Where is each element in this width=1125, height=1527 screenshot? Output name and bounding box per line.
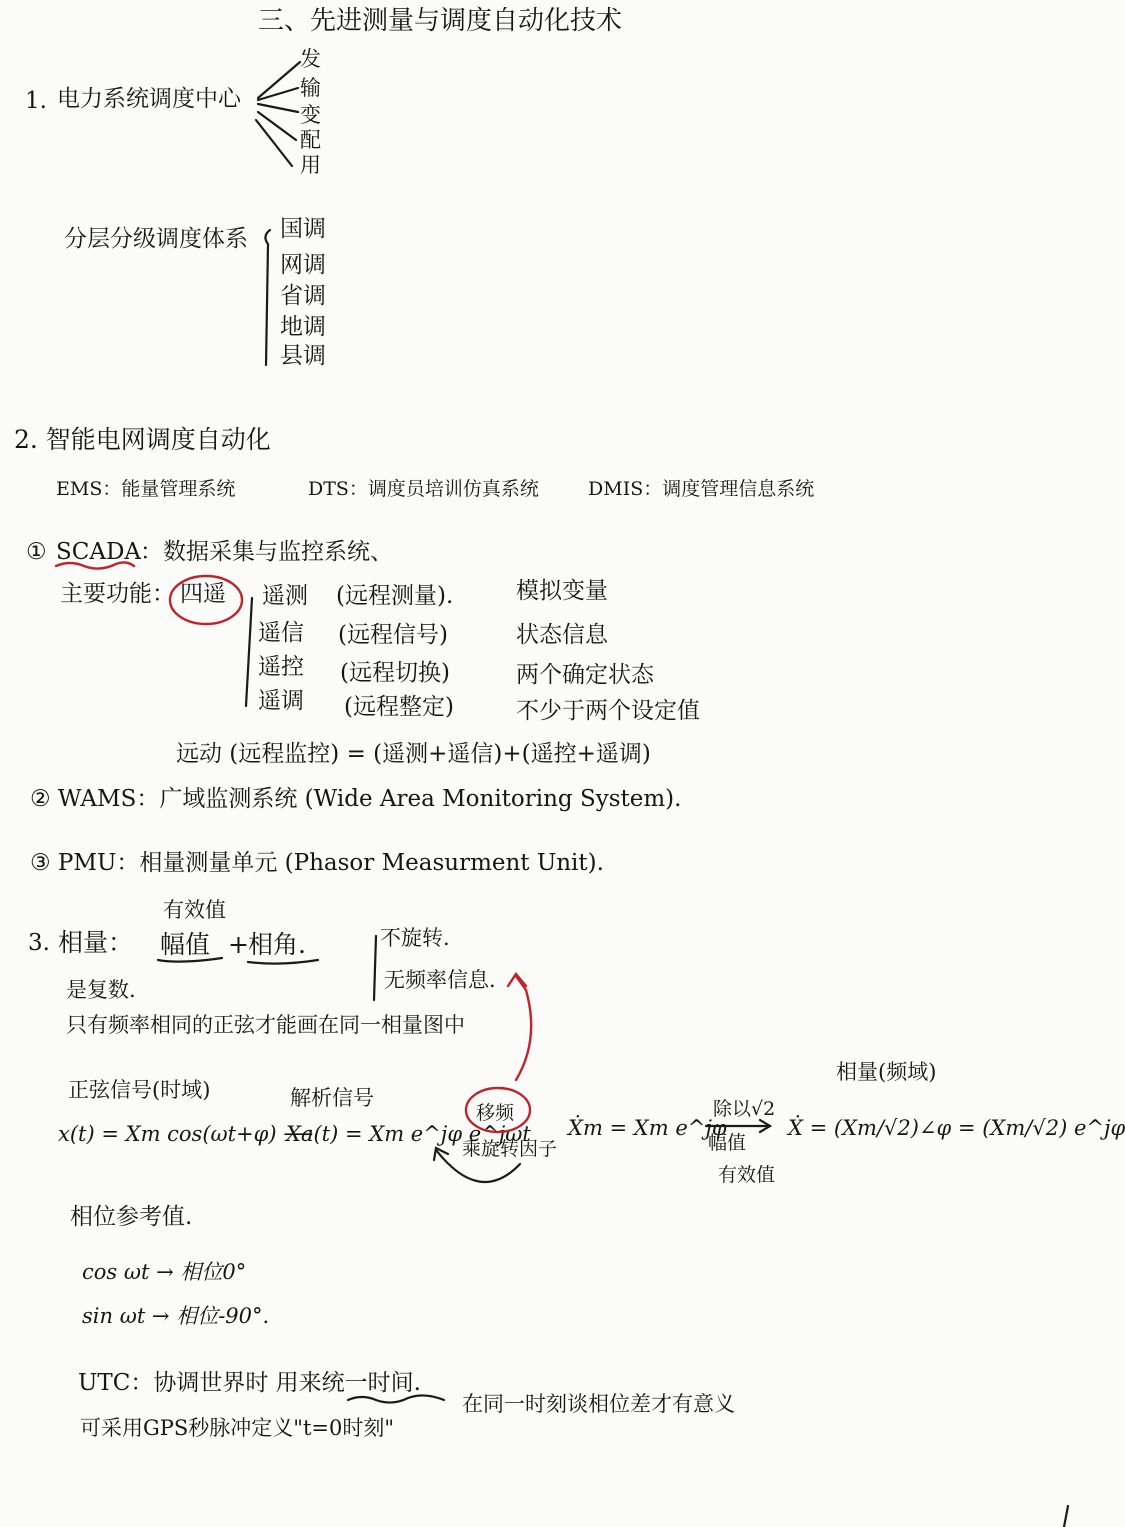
yao-telesignal-paren: (远程信号)	[338, 622, 448, 648]
hier-wangdiao: 网调	[280, 252, 326, 278]
analytic-signal-equation: Xa(t) = Xm e^jφ e^jωt	[286, 1122, 531, 1146]
yao-telesignal-desc: 状态信息	[516, 622, 608, 648]
yao-teleadjust-desc: 不少于两个设定值	[516, 698, 700, 724]
hier-guodiao: 国调	[280, 216, 326, 242]
section-3-number: 3.	[28, 930, 50, 956]
wams-text: ② WAMS：广域监测系统 (Wide Area Monitoring System).	[30, 786, 682, 812]
branch-bian: 变	[300, 103, 321, 127]
yao-teleadjust-name: 遥调	[258, 688, 304, 714]
amplitude-label-2: 幅值	[708, 1132, 747, 1154]
section-1-number: 1.	[25, 88, 47, 114]
dts-text: DTS：调度员培训仿真系统	[308, 478, 539, 500]
yao-telemetry-paren: (远程测量).	[336, 583, 454, 609]
amplitude-term: 幅值	[160, 930, 211, 959]
utc-phase-note: 在同一时刻谈相位差才有意义	[462, 1392, 735, 1416]
yuandong-formula: 远动 (远程监控) = (遥测+遥信)+(遥控+遥调)	[176, 741, 651, 767]
scada-description: ：数据采集与监控系统、	[140, 539, 393, 565]
hier-xiandiao: 县调	[280, 343, 326, 369]
phase-reference-label: 相位参考值.	[70, 1204, 193, 1230]
utc-text: UTC：协调世界时 用来统一时间.	[78, 1370, 421, 1396]
dispatch-center-label: 电力系统调度中心	[57, 86, 241, 112]
is-complex-note: 是复数.	[66, 978, 136, 1002]
phasor-label: 相量：	[58, 928, 134, 957]
sin-reference: sin ωt → 相位-90°.	[82, 1304, 270, 1328]
non-rotating-note: 不旋转.	[380, 926, 450, 950]
cos-reference: cos ωt → 相位0°	[82, 1260, 247, 1284]
yao-telecontrol-desc: 两个确定状态	[516, 662, 654, 688]
scada-acronym: SCADA	[56, 539, 142, 565]
peak-phasor-equation: Ẋm = Xm e^jφ	[568, 1116, 727, 1140]
effective-value-note: 有效值	[163, 898, 226, 922]
yao-telemetry-name: 遥测	[262, 583, 308, 609]
yao-teleadjust-paren: (远程整定)	[344, 694, 454, 720]
same-frequency-rule: 只有频率相同的正弦才能画在同一相量图中	[66, 1013, 465, 1037]
dmis-text: DMIS：调度管理信息系统	[588, 478, 815, 500]
four-yao-label: 四遥	[180, 581, 226, 607]
analytic-signal-label: 解析信号	[290, 1086, 374, 1110]
time-domain-equation: x(t) = Xm cos(ωt+φ) ⟶	[58, 1122, 314, 1146]
branch-shu: 输	[300, 76, 321, 100]
sine-signal-label: 正弦信号(时域)	[68, 1078, 211, 1102]
section-2-heading: 2. 智能电网调度自动化	[14, 425, 271, 454]
effective-value-label-2: 有效值	[718, 1164, 776, 1186]
divide-root2-label: 除以√2	[713, 1098, 776, 1120]
branch-yong: 用	[300, 153, 321, 177]
gps-pulse-text: 可采用GPS秒脉冲定义"t=0时刻"	[80, 1416, 395, 1440]
phasor-frequency-domain-label: 相量(频域)	[836, 1060, 937, 1084]
no-frequency-note: 无频率信息.	[384, 968, 496, 992]
yao-telemetry-desc: 模拟变量	[516, 578, 608, 604]
rotation-factor-label: 乘旋转因子	[462, 1138, 558, 1160]
branch-pei: 配	[300, 128, 321, 152]
main-function-label: 主要功能：	[60, 581, 175, 607]
yao-telecontrol-paren: (远程切换)	[340, 660, 450, 686]
hier-didiao: 地调	[280, 314, 326, 340]
phase-angle-term: 相角.	[248, 930, 306, 959]
pmu-text: ③ PMU：相量测量单元 (Phasor Measurment Unit).	[30, 850, 604, 876]
frequency-shift-label: 移频	[476, 1102, 515, 1124]
yao-telesignal-name: 遥信	[258, 620, 304, 646]
page-title: 三、先进测量与调度自动化技术	[258, 6, 623, 36]
hier-shengdiao: 省调	[280, 283, 326, 309]
scada-number: ①	[26, 539, 47, 565]
branch-fa: 发	[300, 47, 321, 71]
ems-text: EMS：能量管理系统	[56, 478, 236, 500]
plus-sign: +	[228, 930, 249, 959]
yao-telecontrol-name: 遥控	[258, 654, 304, 680]
rms-phasor-equation: Ẋ = (Xm/√2)∠φ = (Xm/√2) e^jφ	[788, 1116, 1125, 1140]
hierarchy-label: 分层分级调度体系	[64, 226, 248, 252]
